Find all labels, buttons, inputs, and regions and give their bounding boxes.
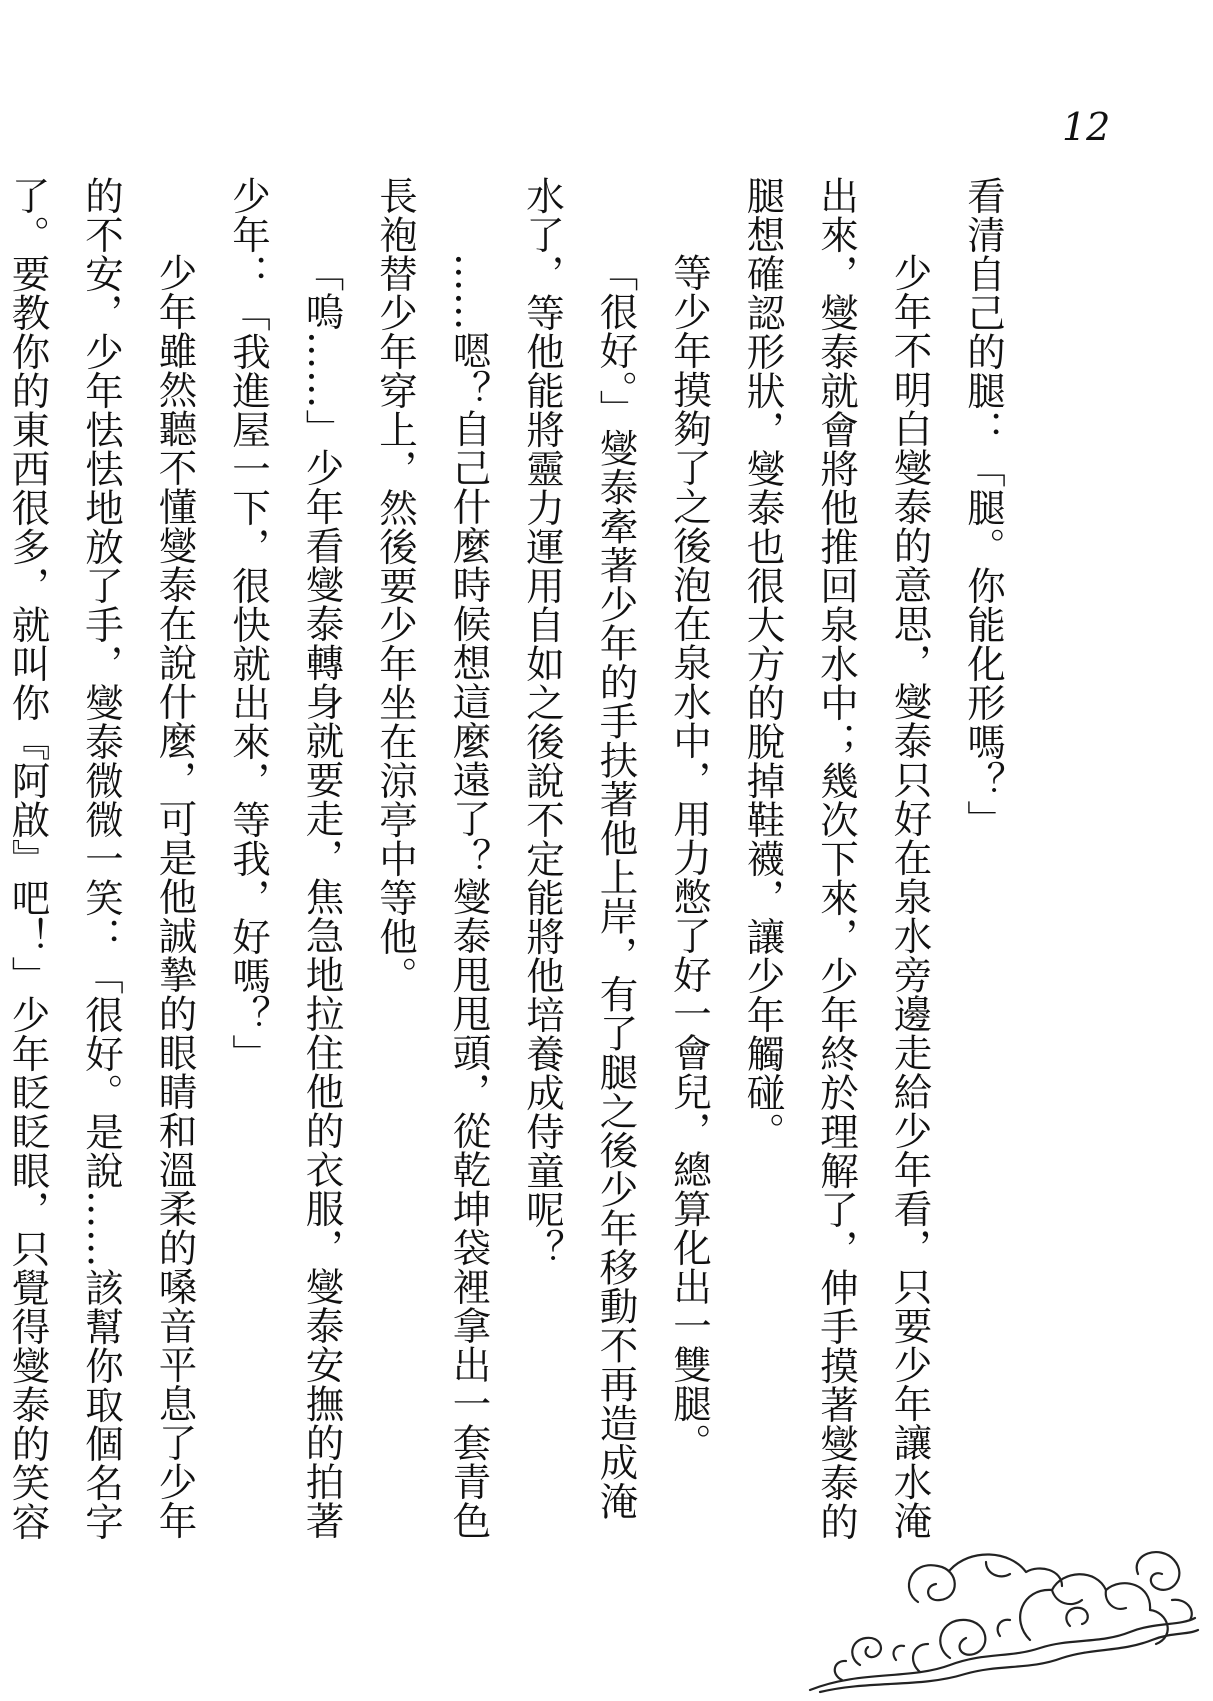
vertical-text-body <box>5 176 1020 1556</box>
paragraph-4: 「很好。」燮泰牽著少年的手扶著他上岸，有了腿之後少年移動不再造成淹水了，等他能將靈力運用自如之後說不定能將他培養成侍童呢？ <box>520 176 639 1521</box>
paragraph-1: 看清自己的腿：「腿。你能化形嗎？」 <box>961 176 1006 839</box>
page-number: 12 <box>1062 105 1111 149</box>
paragraph-6: 「嗚……」少年看燮泰轉身就要走，焦急地拉住他的衣服，燮泰安撫的拍著少年：「我進屋一下，很快就出來，等我，好嗎？」 <box>226 176 345 1540</box>
cloud-ornament-icon <box>800 1540 1200 1695</box>
paragraph-3: 等少年摸夠了之後泡在泉水中，用力憋了好一會兒，總算化出一雙腿。 <box>667 253 712 1462</box>
paragraph-5: ……嗯？自己什麼時候想這麼遠了？燮泰甩甩頭，從乾坤袋裡拿出一套青色長袍替少年穿上，然後要少年坐在涼亭中等他。 <box>373 176 492 1540</box>
paragraph-2: 少年不明白燮泰的意思，燮泰只好在泉水旁邊走給少年看，只要少年讓水淹出來，燮泰就會將他推回泉水中；幾次下來，少年終於理解了，伸手摸著燮泰的腿想確認形狀，燮泰也很大方的脫掉鞋襪，讓少年觸碰。 <box>740 176 933 1541</box>
paragraph-7: 少年雖然聽不懂燮泰在說什麼，可是他誠摯的眼睛和溫柔的嗓音平息了少年的不安，少年怯怯地放了手，燮泰微微一笑：「很好。是說……該幫你取個名字了。要教你的東西很多，就叫你『阿啟』吧！」少年眨眨眼，只覺得燮泰的笑容 <box>5 176 198 1541</box>
